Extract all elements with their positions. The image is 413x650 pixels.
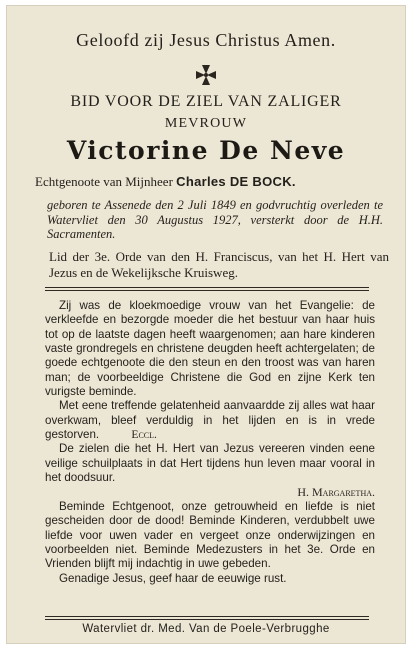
spouse-prefix: Echtgenoote van Mijnheer bbox=[35, 174, 173, 189]
honorific: MEVROUW bbox=[164, 116, 248, 131]
signature-eccl: Eccl. bbox=[131, 428, 157, 442]
memorial-body bbox=[45, 299, 375, 586]
card-title: BID VOOR DE ZIEL VAN ZALIGER bbox=[70, 93, 342, 110]
paragraph-virtues: Zij was de kloekmoedige vrouw van het Evangelie: de verkleefde en bezorgde moeder die het bestuur van haar huis tot op de laatste dagen heeft waargenomen; aan hare kinderen vaste grondregels en christene deugden heeft achtergelaten; de goede echtgenoote die den steun en den troost was van haren man; de voorbeeldige Christene die God en zijne Kerk ten vurigste beminde. bbox=[45, 299, 375, 399]
birth-death-text: geboren te Assenede den 2 Juli 1849 en godvruchtig overleden te Watervliet den 30 Augustus 1927, versterkt door de H.H. Sacramenten. bbox=[47, 198, 383, 241]
memorial-card bbox=[6, 5, 406, 644]
printer-credit: Watervliet dr. Med. Van de Poele-Verbrugghe bbox=[82, 623, 330, 635]
paragraph-sacred-heart: De zielen die het H. Hert van Jezus vereeren vinden eene veilige schuilplaats in dat Hert tijdens hun leven maar vooral in het doodsuur. bbox=[45, 442, 375, 485]
divider-top bbox=[45, 287, 369, 291]
maltese-cross-icon bbox=[7, 62, 405, 88]
paragraph-farewell: Beminde Echtgenoot, onze getrouwheid en liefde is niet gescheiden door de dood! Beminde Kinderen, verdubbelt uwe liefde voor uwen vader en vergeet onze onderwijzingen en voorbeelden niet. Beminde Medezusters in het 3e. Orde en Vrienden blijft mij indachtig in uwe gebeden. bbox=[45, 499, 375, 571]
deceased-name: Victorine De Neve bbox=[66, 136, 346, 165]
prayer-heading: Geloofd zij Jesus Christus Amen. bbox=[76, 30, 336, 50]
spouse-line bbox=[35, 174, 395, 190]
divider-bottom bbox=[45, 616, 369, 620]
closing-prayer: Genadige Jesus, geef haar de eeuwige rust. bbox=[59, 571, 287, 585]
spouse-name: Charles DE BOCK. bbox=[176, 174, 296, 189]
paragraph-patience-text: Met eene treffende gelatenheid aanvaardde zij alles wat haar overkwam, bleef verduldig in het lijden en is in vrede gestorven. bbox=[45, 399, 375, 442]
signature-margaretha: H. Margaretha. bbox=[297, 485, 375, 500]
paragraph-patience bbox=[45, 399, 375, 442]
membership-text: Lid der 3e. Orde van den H. Franciscus, van het H. Hert van Jezus en de Wekelijksche Kruisweg. bbox=[49, 249, 389, 280]
